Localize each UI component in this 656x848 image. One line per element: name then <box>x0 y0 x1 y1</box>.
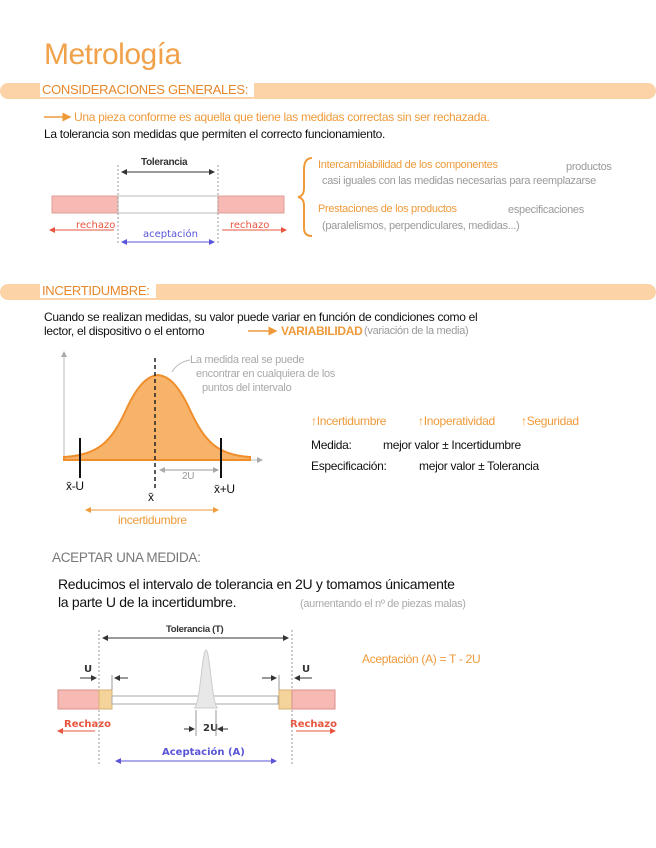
label-incertidumbre-range: incertidumbre <box>118 513 187 527</box>
curve-note-line3: puntos del intervalo <box>202 382 292 394</box>
section-heading-incertidumbre: INCERTIDUMBRE: <box>40 283 156 298</box>
arrow-seguridad: ↑Seguridad <box>521 414 579 428</box>
note-intercambiabilidad-title: Intercambiabilidad de los componentes <box>318 159 498 171</box>
diagram2-reject-right: Rechazo <box>290 719 337 730</box>
label-x-bar: x̄ <box>148 490 154 504</box>
formula-medida: mejor valor ± Incertidumbre <box>383 438 521 452</box>
diagram2-acceptance <box>58 630 335 766</box>
diagram2-tolerance-label: Tolerancia (T) <box>166 624 224 635</box>
diagram2-2u-label: 2U <box>203 723 219 734</box>
notes-brace <box>298 158 312 236</box>
curve-note-line1: La medida real se puede <box>190 354 305 366</box>
accept-text-line2: la parte U de la incertidumbre. <box>58 594 237 610</box>
accept-text-note: (aumentando el nº de piezas malas) <box>300 598 466 610</box>
note-prestaciones-text1: especificaciones <box>508 204 584 216</box>
diagram1-tolerance-label: Tolerancia <box>141 157 188 168</box>
formula-especificacion: mejor valor ± Tolerancia <box>419 459 539 473</box>
uncertainty-text-line2: lector, el dispositivo o el entorno <box>44 324 205 338</box>
section-heading-consideraciones: CONSIDERACIONES GENERALES: <box>40 82 254 97</box>
accept-text-line1: Reducimos el intervalo de tolerancia en 2U y tomamos únicamente <box>58 576 455 592</box>
formula-medida-label: Medida: <box>311 438 352 452</box>
acceptance-formula: Aceptación (A) = T - 2U <box>362 652 481 666</box>
diagram2-u-left: U <box>84 664 93 675</box>
note-intercambiabilidad-text1: productos <box>566 161 612 173</box>
diagram1-reject-right: rechazo <box>230 220 270 231</box>
gaussian-curve <box>64 352 262 510</box>
variabilidad-keyword: VARIABILIDAD <box>281 324 363 338</box>
arrow-inoperatividad: ↑Inoperatividad <box>418 414 495 428</box>
diagram2-reject-left: Rechazo <box>64 719 111 730</box>
diagram1-reject-left: rechazo <box>76 220 116 231</box>
arrow-incertidumbre: ↑Incertidumbre <box>311 414 387 428</box>
uncertainty-text-line1: Cuando se realizan medidas, su valor puede variar en función de condiciones como el <box>44 310 478 324</box>
note-intercambiabilidad-text2: casi iguales con las medidas necesarias para reemplazarse <box>322 175 596 187</box>
section-heading-aceptar: ACEPTAR UNA MEDIDA: <box>52 550 201 565</box>
diagram1-accept-label: aceptación <box>143 229 198 240</box>
diagram2-u-right: U <box>302 664 311 675</box>
label-x-minus-u: x̄-U <box>66 479 84 493</box>
label-2u: 2U <box>182 471 195 482</box>
conforming-part-text: Una pieza conforme es aquella que tiene las medidas correctas sin ser rechazada. <box>74 110 490 124</box>
note-prestaciones-title: Prestaciones de los productos <box>318 203 457 215</box>
diagram2-accept-label: Aceptación (A) <box>162 747 245 758</box>
diagram1-tolerance-bar <box>50 165 286 244</box>
label-x-plus-u: x̄+U <box>214 482 235 496</box>
tolerance-definition-text: La tolerancia son medidas que permiten el correcto funcionamiento. <box>44 127 386 141</box>
curve-note-line2: encontrar en cualquiera de los <box>196 368 335 380</box>
page-title: Metrología <box>44 38 181 71</box>
variabilidad-note: (variación de la media) <box>364 325 469 337</box>
formula-especificacion-label: Especificación: <box>311 459 387 473</box>
note-prestaciones-text2: (paralelismos, perpendiculares, medidas...) <box>322 220 520 232</box>
